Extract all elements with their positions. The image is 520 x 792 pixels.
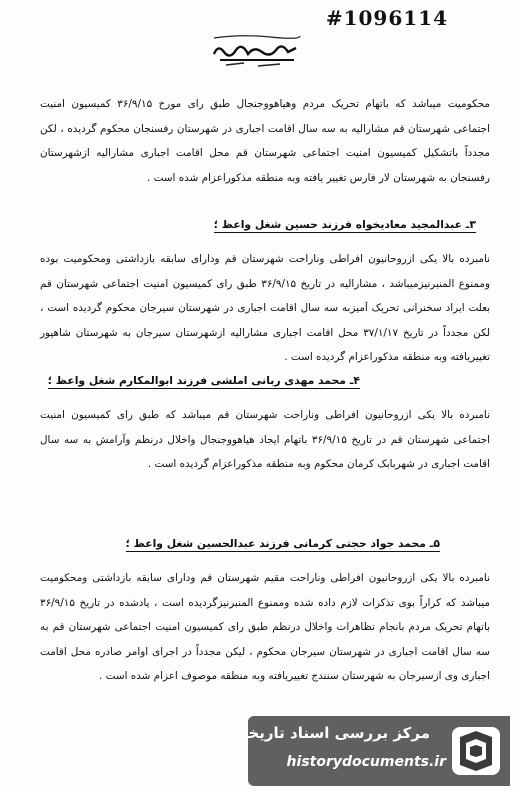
archive-watermark bbox=[233, 716, 510, 786]
heading-4 bbox=[48, 374, 360, 387]
archive-center-logo-icon bbox=[450, 725, 502, 777]
paragraph-text: نامبرده بالا یکی ازروحانیون افراطی وناراحت شهرستان قم ودارای سابقه بازداشتی ومحکومیت بوده وممنوع المنبرنیزمیباشد ، مشارالیه در تاریخ ۳۶/۹/۱۵ طبق رای کمیسیون امنیت اجتماعی شهرستان قم بعلت ایراد سخنرانی تحریک آمیزبه سه سال اقامت اجباری در شهرستان سیرجان محکوم گردیده است ، لکن مجدداً در تاریخ ۳۷/۱/۱۷ محل اقامت اجباری مشارالیه ازشهرستان سیرجان به شهرستان شاهپور تغییریافته وبه منطقه مذکوراعزام گردیده است . bbox=[40, 253, 490, 363]
paragraph-text: نامبرده بالا یکی ازروحانیون افراطی وناراحت مقیم شهرستان قم ودارای سابقه بازداشتی ومحکومیت میباشد که کراراً بوی تذکرات لازم داده شده وممنوع المنبرنیزگردیده است ، یادشده در تاریخ ۳۶/۹/۱۵ باتهام تحریک مردم بانجام تظاهرات واخلال درنظم طبق رای کمیسیون امنیت اجتماعی شهرستان قم به سه سال اقامت اجباری در شهرستان سیرجان محکوم ، لیکن مجدداً در اجرای اوامر صادره محل اقامت اجباری وی ازسیرجان به شهرستان سنندج تغییریافته وبه منطقه موصوف اعزام شده است . bbox=[40, 572, 490, 682]
paragraph-text: نامبرده بالا یکی ازروحانیون افراطی وناراحت شهرستان قم میباشد که طبق رای کمیسیون امنیت اجتماعی شهرستان قم در تاریخ ۳۶/۹/۱۵ باتهام ایجاد هیاهووجنجال واخلال درنظم وآرامش به سه سال اقامت اجباری در شهربابک کرمان محکوم وبه منطقه مذکوراعزام گردیده است . bbox=[40, 409, 491, 470]
heading-text: ۵ـ محمد جواد حجتی کرمانی فرزند عبدالحسین شغل واعظ ؛ bbox=[125, 537, 440, 550]
paragraph-4 bbox=[40, 566, 490, 689]
handwritten-signature bbox=[210, 32, 302, 70]
heading-5 bbox=[126, 537, 440, 550]
watermark-url: historydocuments.ir bbox=[286, 754, 446, 770]
paragraph-text: محکومیت میباشد که باتهام تحریک مردم وهیاهووجنجال طبق رای مورخ ۳۶/۹/۱۵ کمیسیون امنیت اجتماعی شهرستان قم مشارالیه به سه سال اقامت اجباری در شهرستان رفسنجان محکوم گردیده ، لکن مجدداً باتشکیل کمیسیون امنیت اجتماعی شهرستان قم محل اقامت اجباری مشارالیه ازشهرستان رفسنجان به شهرستان لار فارس تغییر یافته وبه منطقه مذکوراعزام شده است . bbox=[40, 98, 490, 184]
paragraph-1 bbox=[40, 92, 490, 190]
heading-text: ۴ـ محمد مهدی ربانی املشی فرزند ابوالمکارم شغل واعظ ؛ bbox=[47, 374, 360, 387]
heading-3 bbox=[214, 218, 476, 231]
document-number: #1096114 bbox=[325, 6, 448, 30]
paragraph-2 bbox=[40, 247, 490, 370]
watermark-title: مرکز بررسی اسناد تاریخی bbox=[233, 724, 430, 742]
heading-text: ۳ـ عبدالمجید معادیخواه فرزند حسین شغل واعظ ؛ bbox=[213, 218, 476, 231]
paragraph-3 bbox=[40, 403, 490, 477]
